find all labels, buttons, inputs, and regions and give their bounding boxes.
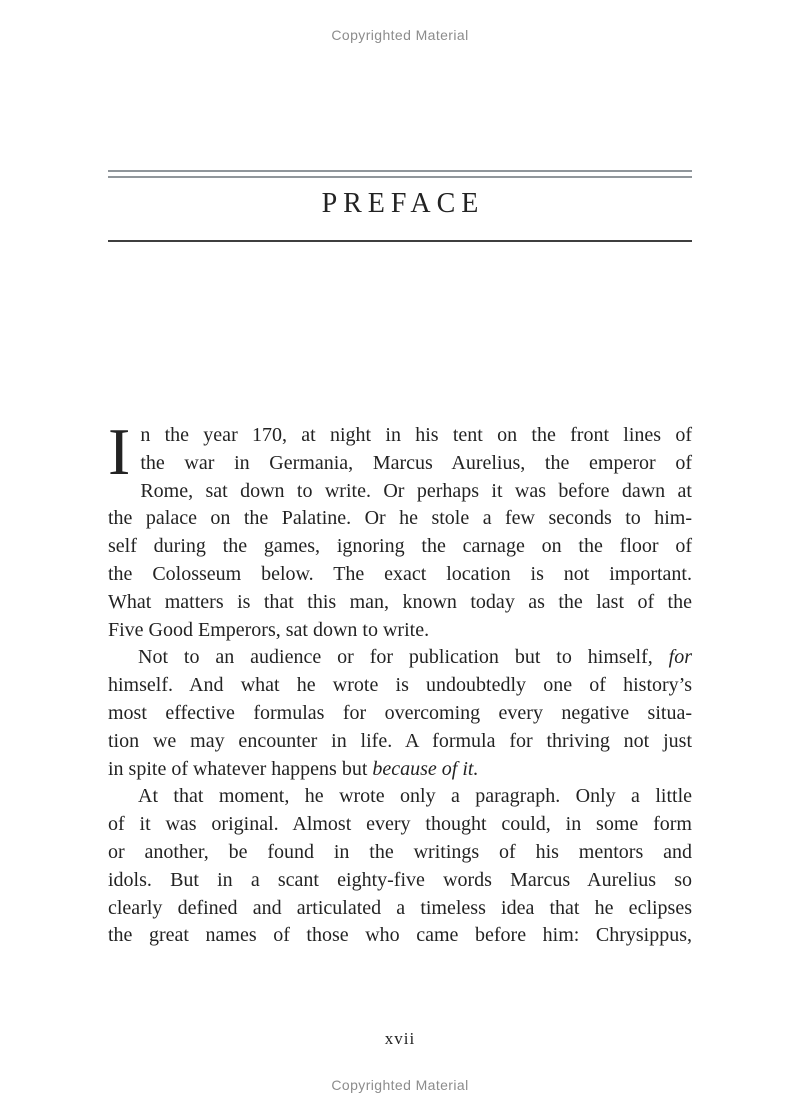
text-line: Rome, sat down to write. Or perhaps it was before dawn at	[140, 479, 692, 502]
text-line: self during the games, ignoring the carnage on the floor of	[108, 535, 692, 558]
text-line: the palace on the Palatine. Or he stole a few seconds to him-	[108, 507, 692, 530]
paragraph	[108, 783, 692, 950]
copyright-bottom-label: Copyrighted Material	[331, 1077, 469, 1093]
text-line: or another, be found in the writings of his mentors and	[108, 840, 692, 863]
text-line: the great names of those who came before him: Chrysippus,	[108, 924, 692, 947]
copyright-top-label: Copyrighted Material	[331, 27, 469, 43]
drop-cap: I	[108, 415, 131, 489]
text-line: himself. And what he wrote is undoubtedly one of history’s	[108, 674, 692, 697]
text-line: tion we may encounter in life. A formula for thriving not just	[108, 729, 692, 752]
paragraph	[108, 415, 692, 644]
body-text	[108, 415, 692, 950]
text-line: clearly defined and articulated a timeless idea that he eclipses	[108, 896, 692, 919]
text-line: n the year 170, at night in his tent on the front lines of	[140, 424, 692, 446]
paragraph	[108, 644, 692, 783]
text-line: the Colosseum below. The exact location is not important.	[108, 562, 692, 585]
text-line: in spite of whatever happens but because of it.	[108, 757, 479, 780]
text-line: Five Good Emperors, sat down to write.	[108, 618, 430, 641]
page-number: xvii	[384, 1029, 416, 1048]
page-title: PREFACE	[321, 188, 485, 219]
title-underline-rule	[108, 240, 692, 242]
header-double-rule	[108, 170, 692, 178]
text-line: most effective formulas for overcoming every negative situa-	[108, 701, 692, 724]
text-line: Not to an audience or for publication but to himself, for	[138, 646, 692, 669]
text-line: the war in Germania, Marcus Aurelius, the emperor of	[140, 451, 692, 474]
text-line: What matters is that this man, known today as the last of the	[108, 590, 692, 613]
text-line: At that moment, he wrote only a paragraph. Only a little	[138, 785, 692, 808]
text-line: of it was original. Almost every thought could, in some form	[108, 813, 692, 836]
text-line: idols. But in a scant eighty-five words Marcus Aurelius so	[108, 868, 692, 891]
double-rule-bottom-line	[108, 176, 692, 178]
